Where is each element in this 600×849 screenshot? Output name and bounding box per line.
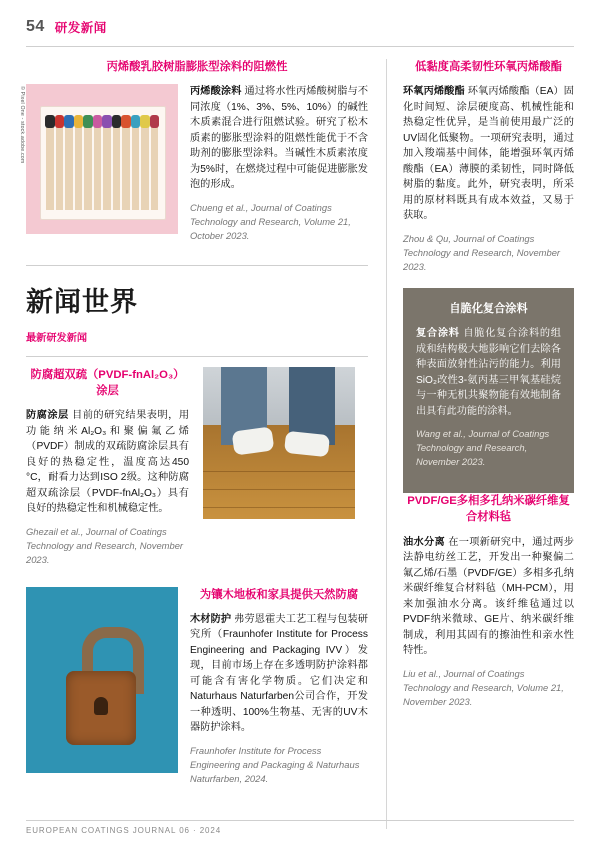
article-body <box>190 612 368 736</box>
photo-detail <box>203 507 355 508</box>
article-self-brittle <box>403 288 574 493</box>
article-source: Wang et al., Journal of Coatings Technology and Research, November 2023. <box>416 428 550 468</box>
article-body <box>403 535 574 659</box>
matches-photo <box>19 84 178 234</box>
article-text <box>26 367 189 577</box>
match-stick <box>65 124 73 210</box>
match-stick <box>122 124 130 210</box>
article-headline: PVDF/GE多相多孔纳米碳纤维复合材料毡 <box>407 494 570 524</box>
article-body <box>403 84 574 224</box>
image-credit: © ronstik - stock.adobe.com <box>19 588 25 659</box>
right-column <box>386 59 574 829</box>
article-lead-in: 复合涂料 <box>416 328 460 340</box>
divider <box>26 356 368 357</box>
match-stick <box>132 124 140 210</box>
match-stick <box>75 124 83 210</box>
left-column <box>19 59 369 829</box>
match-stick <box>113 124 121 210</box>
article-text <box>190 84 368 252</box>
article-lead-in: 防腐涂层 <box>26 410 69 422</box>
match-stick <box>46 124 54 210</box>
article-source: Ghezail et al., Journal of Coatings Technology and Research, November 2023. <box>26 525 184 566</box>
photo-detail <box>232 426 275 455</box>
match-stick <box>151 124 159 210</box>
article-headline: 自脆化复合涂料 <box>449 303 528 316</box>
article-flame-retardant <box>19 59 369 253</box>
article-pvdf-coating <box>26 367 368 577</box>
article-pvdf-ge <box>403 493 574 709</box>
article-low-viscosity <box>403 59 574 274</box>
page-header <box>26 0 574 42</box>
article-body <box>416 326 561 419</box>
article-body-text: 自脆化复合涂料的组成和结构极大地影响它们去除各种表面放射性沾污的能力。利用SiO₂改性3-氨丙基三甲氧基硅烷与一种无机共聚物能有效地制备出具有此功能的涂料。 <box>416 328 561 417</box>
match-stick <box>103 124 111 210</box>
article-figure <box>19 84 178 234</box>
match-stick <box>56 124 64 210</box>
news-world-kicker: 最新研发新闻 <box>26 332 88 344</box>
match-stick <box>84 124 92 210</box>
article-lead-in: 木材防护 <box>190 613 232 625</box>
article-lead-in: 油水分离 <box>403 536 446 548</box>
article-figure <box>196 367 366 519</box>
news-world-header <box>26 280 368 344</box>
section-title: 研发新闻 <box>54 21 107 35</box>
article-body <box>190 84 368 193</box>
padlock-photo <box>19 587 178 773</box>
footer-divider <box>26 820 574 821</box>
article-text <box>190 587 368 796</box>
page-footer <box>26 820 574 835</box>
article-headline: 低黏度高柔韧性环氧丙烯酸酯 <box>415 61 562 73</box>
match-stick <box>94 124 102 210</box>
article-source: Zhou & Qu, Journal of Coatings Technology and Research, November 2023. <box>403 232 561 273</box>
footer-text: EUROPEAN COATINGS JOURNAL 06 · 2024 <box>26 826 222 835</box>
image-credit: © Prostock-studio - stock.adobe.com <box>196 368 202 461</box>
photo-detail <box>203 471 355 472</box>
article-body-text: 目前的研究结果表明，用功能纳米Al₂O₃和聚偏氟乙烯（PVDF）制成的双疏防腐涂层具有良好的热稳定性，温度高达450 °C，耐看力达到ISO 2级。这种防腐超双疏涂层（PVDF-fnAl₂O₃）具有良好的热稳定性和机械稳定性。 <box>26 410 190 515</box>
article-lead-in: 丙烯酸涂料 <box>190 86 242 98</box>
article-body-text: 弗劳恩霍夫工艺工程与包装研究所（Fraunhofer Institute for Process Engineering and Packaging IVV）发现，目前市场上存在多透明防护涂料都可能含有害化学物质。它们决定和Naturhaus Naturfarben公司合作，开发一种透明、100%生物基、无害的UV木器防护涂料。 <box>190 613 368 734</box>
page-columns <box>19 59 574 829</box>
page-number: 54 <box>26 18 45 35</box>
article-headline: 丙烯酸乳胶树脂膨胀型涂料的阻燃性 <box>106 61 288 73</box>
article-figure <box>19 587 178 773</box>
image-credit: © Pixel One - stock.adobe.com <box>19 86 25 164</box>
news-world-title: 新闻世界 <box>26 286 138 317</box>
article-source: Fraunhofer Institute for Process Engineering and Packaging & Naturhaus Naturfarben, 2024. <box>190 744 360 785</box>
article-body-text: 在一项新研究中，通过两步法静电纺丝工艺，开发出一种聚偏二氟乙烯/石墨（PVDF/GE）多相多孔纳米碳纤维复合材料毡（MH-PCM），用来加强油水分离。该纤维毡通过以PVDF纳米微球、GE片、纳米碳纤维制成，利用其固有的擦油性和亲水性特性。 <box>403 536 574 657</box>
photo-detail <box>94 697 108 715</box>
divider <box>26 265 368 266</box>
photo-detail <box>203 489 355 490</box>
article-body-text: 环氧丙烯酸酯（EA）固化时间短、涂层硬度高、机械性能和热稳定性优异，是当前使用最广泛的UV固化低聚物。一项研究表明，通过加入羧端基中间体，能增强环氧丙烯酸酯（EA）薄膜的柔韧性，同时降低树脂的黏度。此外，研究表明，所采用的原材料既具有成本效益，又易于获取。 <box>403 86 574 222</box>
article-body-text: 通过将水性丙烯酸树脂与不同浓度（1%、3%、5%、10%）的碱性木质素混合进行阻燃试验。研究了松木质素的膨胀型涂料的阻燃性能优于不含助剂的膨胀型涂料。当碱性木质素浓度为5%时，在燃烧过程中可能促进膨胀发泡的形成。 <box>190 86 369 191</box>
match-sticks <box>46 114 158 210</box>
article-headline: 为镶木地板和家具提供天然防腐 <box>199 588 359 601</box>
article-source: Chueng et al., Journal of Coatings Technology and Research, Volume 21, October 2023. <box>190 201 351 242</box>
photo-detail <box>284 430 330 456</box>
match-stick <box>141 124 149 210</box>
article-lead-in: 环氧丙烯酸酯 <box>403 86 465 98</box>
article-wood-protection <box>19 587 368 796</box>
article-headline: 防腐超双疏（PVDF-fnAl₂O₃）涂层 <box>30 368 185 397</box>
header-divider <box>26 46 574 47</box>
flooring-photo <box>196 367 355 519</box>
article-body <box>26 408 189 517</box>
article-source: Liu et al., Journal of Coatings Technology and Research, Volume 21, November 2023. <box>403 667 564 707</box>
